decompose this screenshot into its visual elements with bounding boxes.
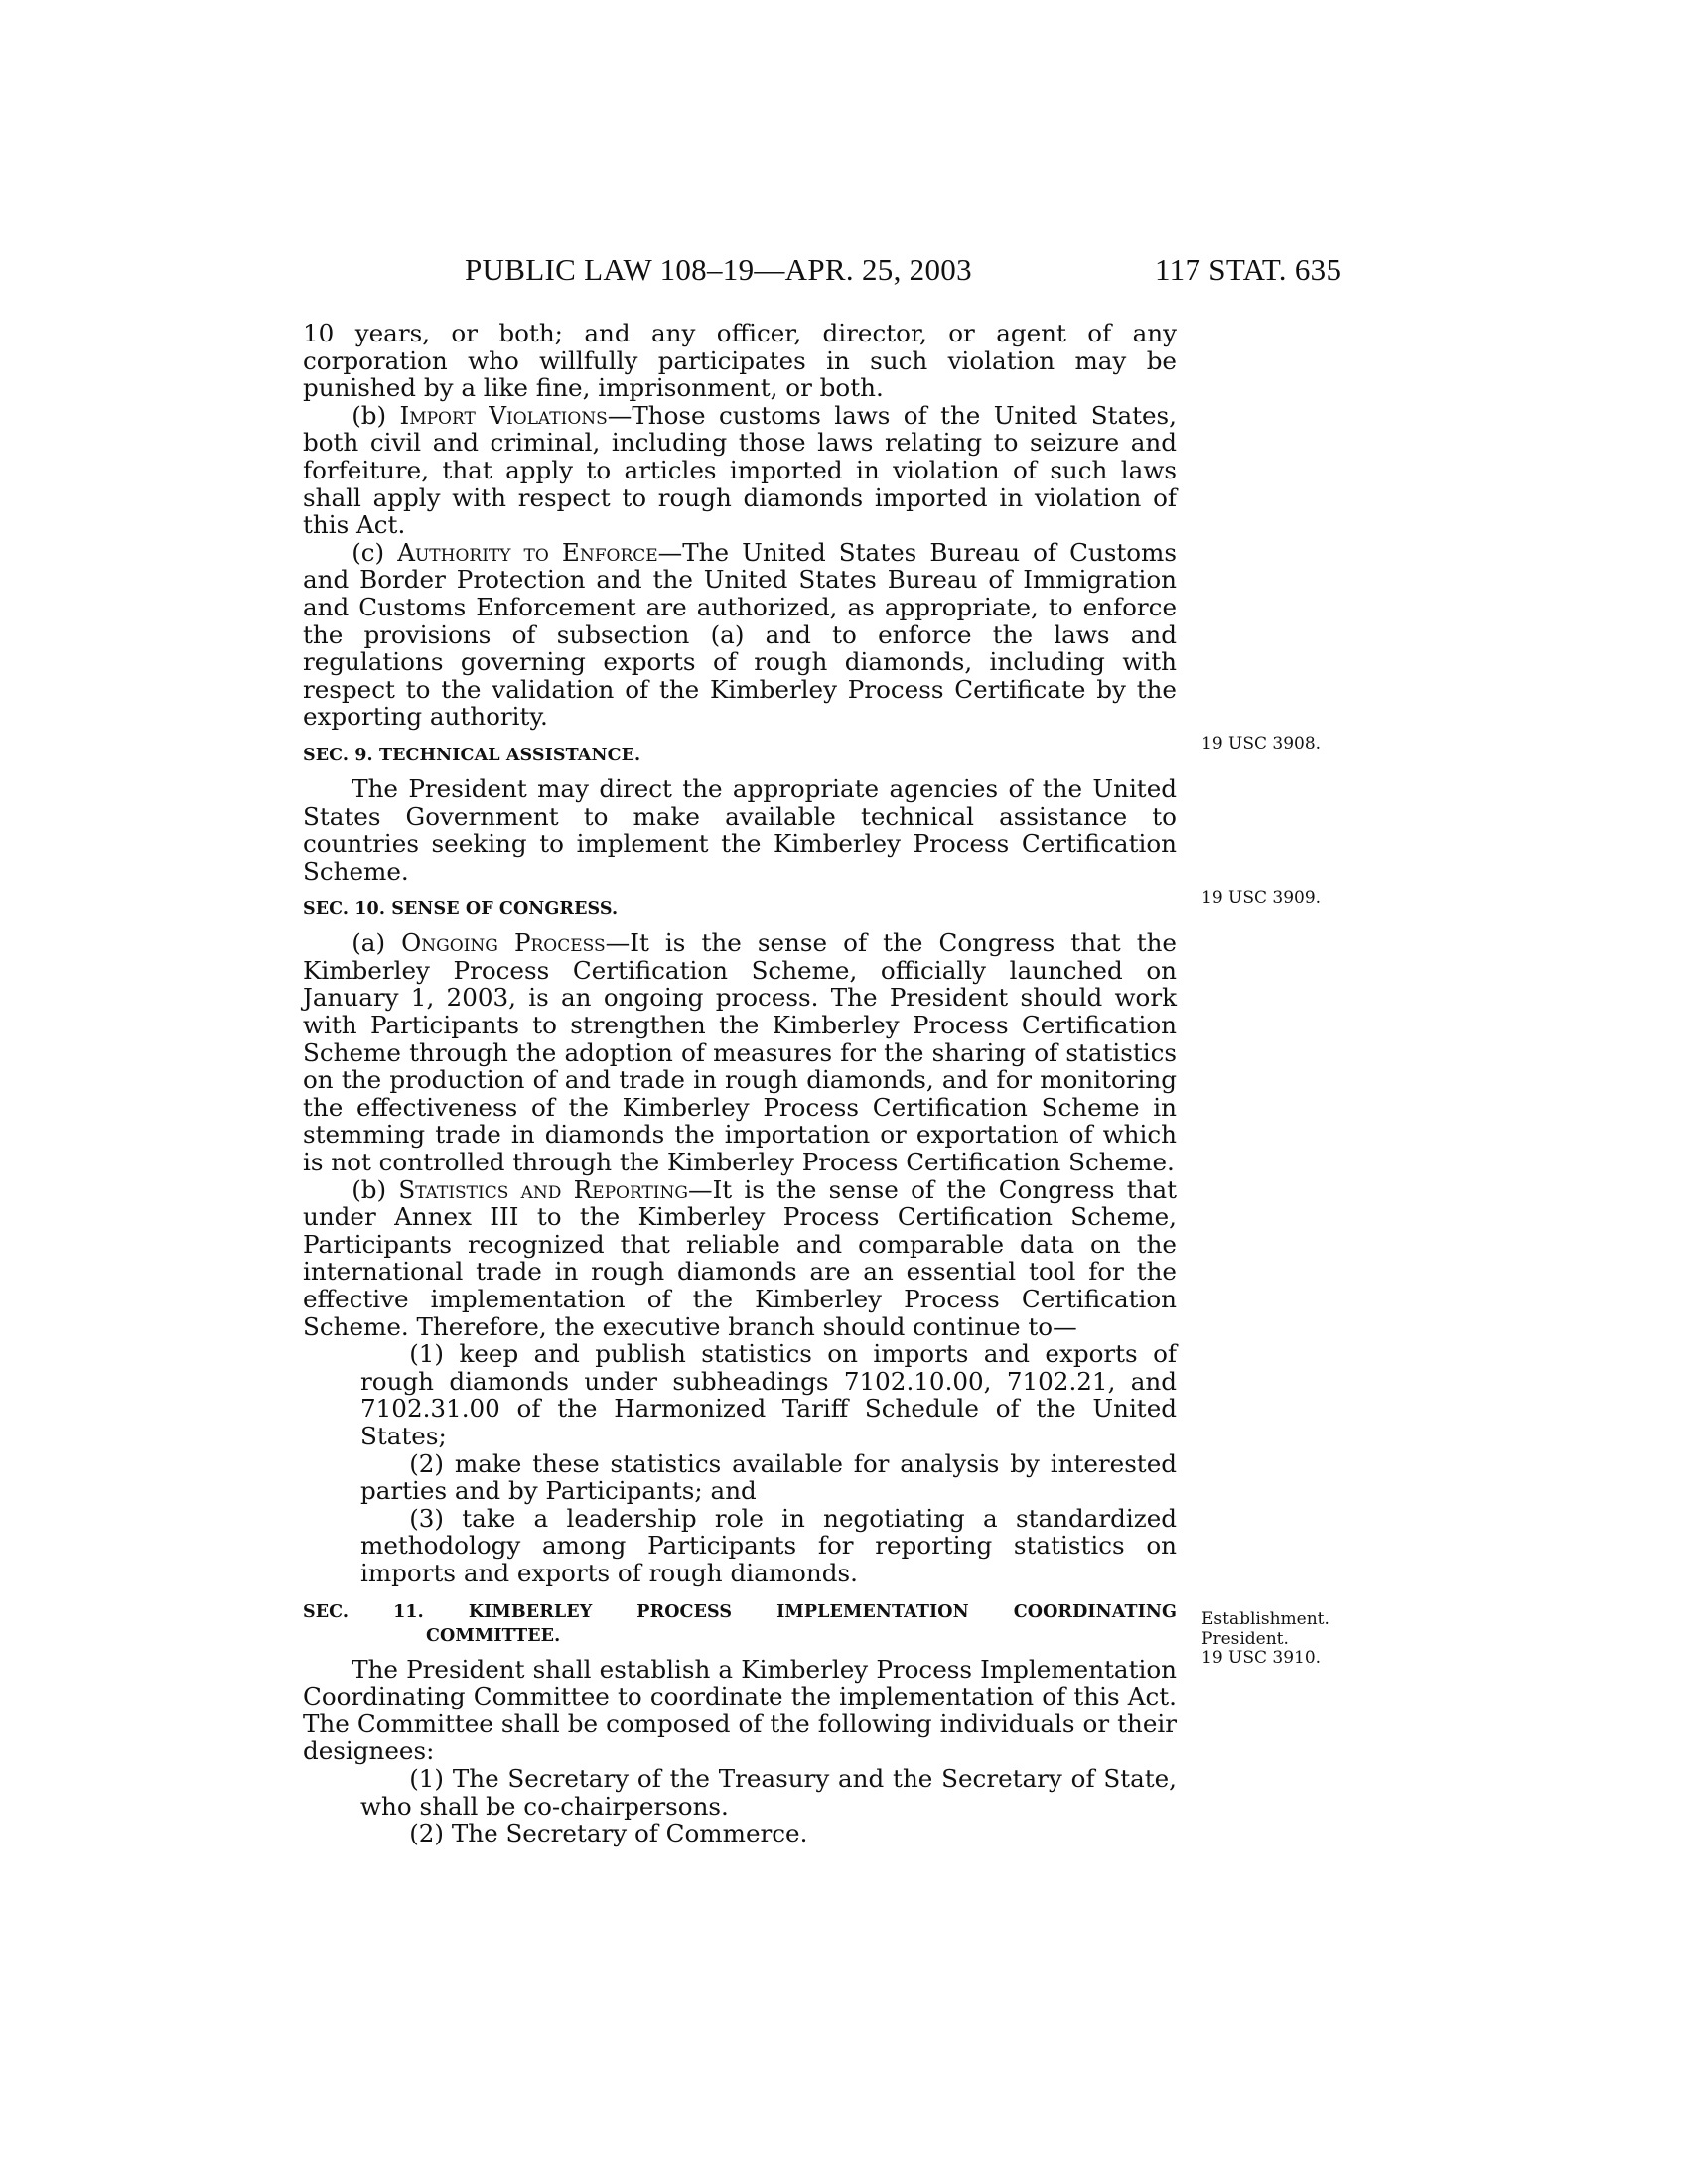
margin-note-president: President. [1201,1628,1289,1649]
subsection-label: (c) [352,537,385,567]
paragraph-continuation: 10 years, or both; and any officer, director, or agent of any corporation who willfully participates in such violation may be punished by a like fine, imprisonment, or both. [303,319,1177,403]
body-text [303,320,1177,1847]
section-11-heading-line2: COMMITTEE. [426,1625,561,1646]
paragraph-authority-to-enforce [303,539,1177,731]
section-10-a [303,929,1177,1175]
subsection-label: (b) [352,1174,387,1204]
page-header [0,250,1688,290]
section-11-text: The President shall establish a Kimberley Process Implementation Coordinating Committee to coordinate the implementation of this Act. The Committee shall be composed of the following individuals or their designees: [303,1654,1177,1766]
subsection-text: —Those customs laws of the United States, both civil and criminal, including those laws relating to seizure and forfeiture, that apply to articles imported in violation of such laws shall apply with respect to rough diamonds imported in violation of this Act. [303,400,1177,540]
section-10-item-1: (1) keep and publish statistics on imports and exports of rough diamonds under subheadings 7102.10.00, 7102.21, and 7102.31.00 of the Harmonized Tariff Schedule of the United States; [360,1339,1177,1450]
subsection-label: (b) [352,400,387,430]
section-11-heading-line1: SEC. 11. KIMBERLEY PROCESS IMPLEMENTATION COORDINATING [303,1601,1177,1622]
margin-note-sec9: 19 USC 3908. [1201,734,1322,753]
margin-note-establishment: Establishment. [1201,1609,1330,1629]
subsection-heading: Import Violations [399,400,608,430]
subsection-text: —It is the sense of the Congress that under Annex III to the Kimberley Process Certification Scheme, Participants recognized that reliable and comparable data on the international trade in rough diamonds are an essential tool for the effective implementation of the Kimberley Process Certification Scheme. Therefore, the executive branch should continue to— [303,1174,1177,1341]
statute-page-number: 117 STAT. 635 [1155,252,1342,287]
section-9-heading: SEC. 9. TECHNICAL ASSISTANCE. [303,745,641,765]
section-10-item-3: (3) take a leadership role in negotiating a standardized methodology among Participants for reporting statistics on imports and exports of rough diamonds. [360,1503,1177,1587]
section-10-heading: SEC. 10. SENSE OF CONGRESS. [303,899,619,920]
running-title: PUBLIC LAW 108–19—APR. 25, 2003 [465,252,972,287]
section-11-item-1: (1) The Secretary of the Treasury and the Secretary of State, who shall be co-chairpersons. [360,1763,1177,1821]
subsection-text: —The United States Bureau of Customs and Border Protection and the United States Bureau of Immigration and Customs Enforcement are authorized, as appropriate, to enforce the provisions of subsection (a) and to enforce the laws and regulations governing exports of rough diamonds, including with respect to the validation of the Kimberley Process Certificate by the exporting authority. [303,537,1177,732]
subsection-text: —It is the sense of the Congress that the Kimberley Process Certification Scheme, officially launched on January 1, 2003, is an ongoing process. The President should work with Participants to strengthen the Kimberley Process Certification Scheme through the adoption of measures for the sharing of statistics on the production of and trade in rough diamonds, and for monitoring the effectiveness of the Kimberley Process Certification Scheme in stemming trade in diamonds the importation or exportation of which is not controlled through the Kimberley Process Certification Scheme. [303,928,1177,1177]
section-9-text: The President may direct the appropriate agencies of the United States Government to make available technical assistance to countries seeking to implement the Kimberley Process Certification Scheme. [303,773,1177,886]
subsection-heading: Statistics and Reporting [398,1174,688,1204]
section-10-item-2: (2) make these statistics available for analysis by interested parties and by Participants; and [360,1448,1177,1506]
margin-note-sec11 [1201,1610,1360,1669]
subsection-heading: Authority to Enforce [397,537,658,567]
section-10-b [303,1176,1177,1341]
subsection-heading: Ongoing Process [401,928,606,958]
paragraph-import-violations [303,402,1177,539]
margin-note-sec10: 19 USC 3909. [1201,888,1322,908]
section-11-item-2: (2) The Secretary of Commerce. [409,1819,808,1848]
section-11-heading [303,1600,1177,1648]
subsection-label: (a) [352,928,386,958]
margin-note-usc: 19 USC 3910. [1201,1648,1322,1668]
